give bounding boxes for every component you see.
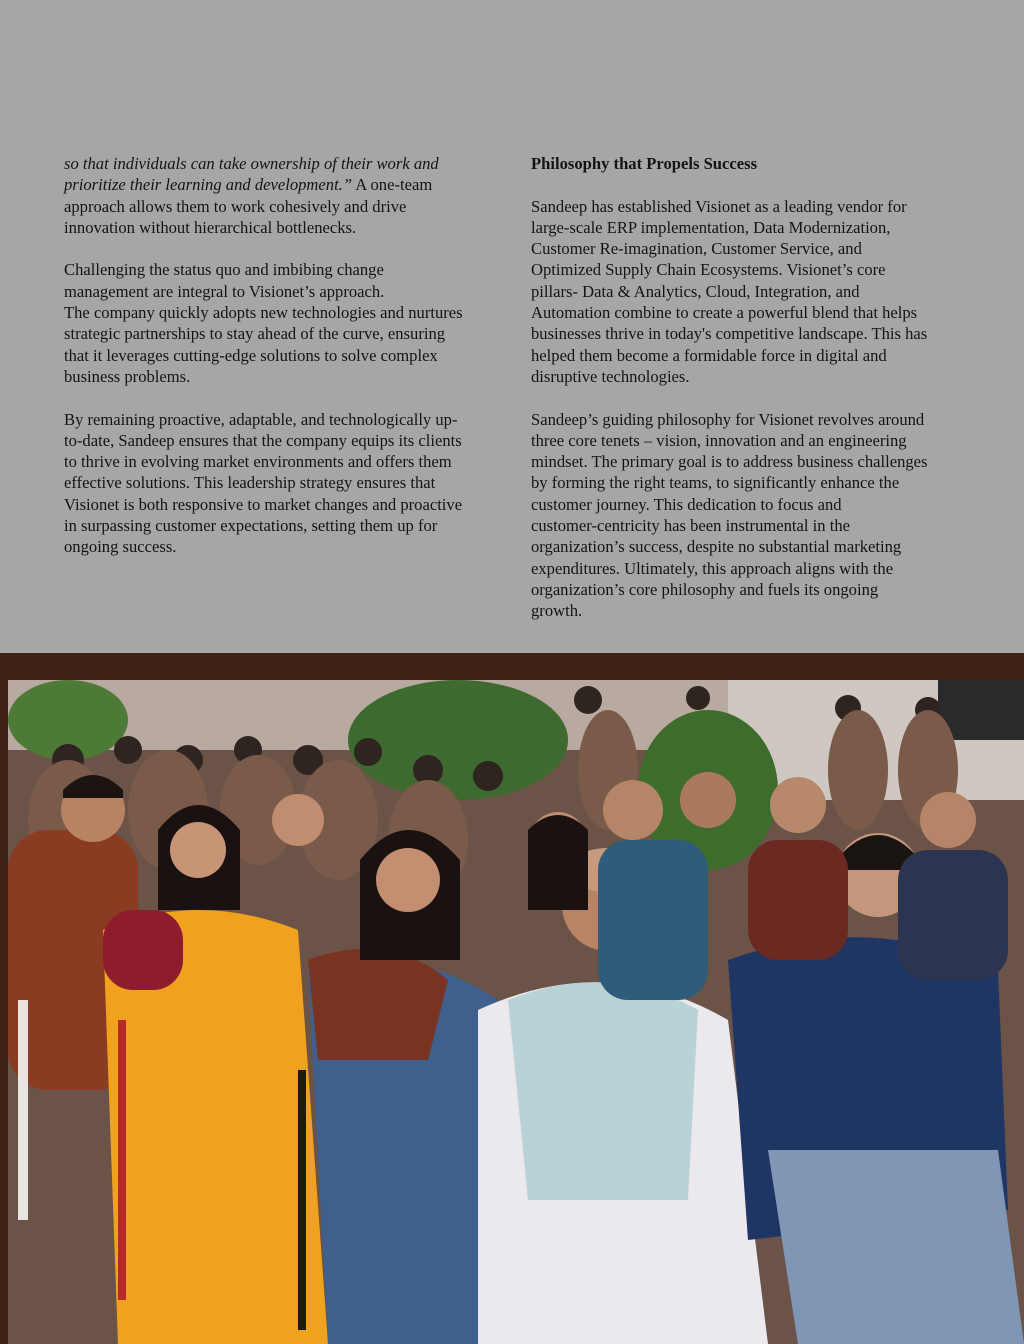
text-line: organization’s core philosophy and fuels its ongoing — [531, 579, 879, 599]
section-heading-block — [531, 153, 971, 174]
article-text-area — [0, 0, 1024, 653]
text-line: pillars- Data & Analytics, Cloud, Integration, and — [531, 281, 860, 301]
text-line: that it leverages cutting-edge solutions to solve complex — [64, 345, 438, 365]
text-line: organization’s success, despite no substantial marketing — [531, 537, 902, 557]
text-line: mindset. The primary goal is to address business challenges — [531, 452, 928, 472]
text-line: innovation without hierarchical bottlenecks. — [64, 217, 357, 237]
text-line: Challenging the status quo and imbibing change — [64, 260, 384, 280]
text-line: approach allows them to work cohesively and drive — [64, 196, 407, 216]
text-line: customer journey. This dedication to focus and — [531, 494, 842, 514]
right-column — [531, 153, 971, 643]
text-line: to thrive in evolving market environments and offers them — [64, 452, 452, 472]
text-line: effective solutions. This leadership strategy ensures that — [64, 473, 436, 493]
text-line: Visionet is both responsive to market changes and proactive — [64, 494, 463, 514]
quote-tail: A one-team — [355, 175, 433, 195]
text-line: large-scale ERP implementation, Data Modernization, — [531, 217, 891, 237]
text-line: growth. — [531, 601, 583, 621]
crowd-photo-illustration — [8, 680, 1024, 1344]
section-heading: Philosophy that Propels Success — [531, 154, 758, 173]
left-paragraph-1 — [64, 153, 502, 238]
text-line: By remaining proactive, adaptable, and technologically up- — [64, 409, 458, 429]
text-line: disruptive technologies. — [531, 366, 690, 386]
text-line: businesses thrive in today's competitive landscape. This has — [531, 324, 928, 344]
text-line: Sandeep’s guiding philosophy for Visionet revolves around — [531, 409, 925, 429]
left-column — [64, 153, 502, 579]
text-line: strategic partnerships to stay ahead of the curve, ensuring — [64, 324, 446, 344]
text-line — [64, 174, 502, 195]
text-line: Optimized Supply Chain Ecosystems. Visionet’s core — [531, 260, 886, 280]
text-line: customer-centricity has been instrumental in the — [531, 516, 850, 536]
right-paragraph-1 — [531, 196, 971, 388]
text-line: by forming the right teams, to significantly enhance the — [531, 473, 900, 493]
text-line: Automation combine to create a powerful blend that helps — [531, 303, 918, 323]
text-line: helped them become a formidable force in digital and — [531, 345, 887, 365]
photo-frame — [0, 653, 1024, 1344]
left-paragraph-2 — [64, 259, 502, 387]
right-paragraph-2 — [531, 409, 971, 622]
text-line: three core tenets – vision, innovation and an engineering — [531, 430, 907, 450]
event-photo — [8, 680, 1024, 1344]
text-line: business problems. — [64, 366, 191, 386]
text-line: Customer Re-imagination, Customer Service, and — [531, 239, 862, 259]
text-line: expenditures. Ultimately, this approach aligns with the — [531, 558, 894, 578]
text-line: ongoing success. — [64, 537, 177, 557]
text-line: in surpassing customer expectations, setting them up for — [64, 516, 438, 536]
text-line: so that individuals can take ownership of their work and — [64, 154, 439, 173]
text-line: The company quickly adopts new technologies and nurtures — [64, 303, 463, 323]
quote-end: prioritize their learning and development.” — [64, 175, 353, 195]
text-line: to-date, Sandeep ensures that the company equips its clients — [64, 430, 462, 450]
left-paragraph-3 — [64, 409, 502, 558]
text-line: Sandeep has established Visionet as a leading vendor for — [531, 196, 907, 216]
text-line: management are integral to Visionet’s approach. — [64, 281, 385, 301]
